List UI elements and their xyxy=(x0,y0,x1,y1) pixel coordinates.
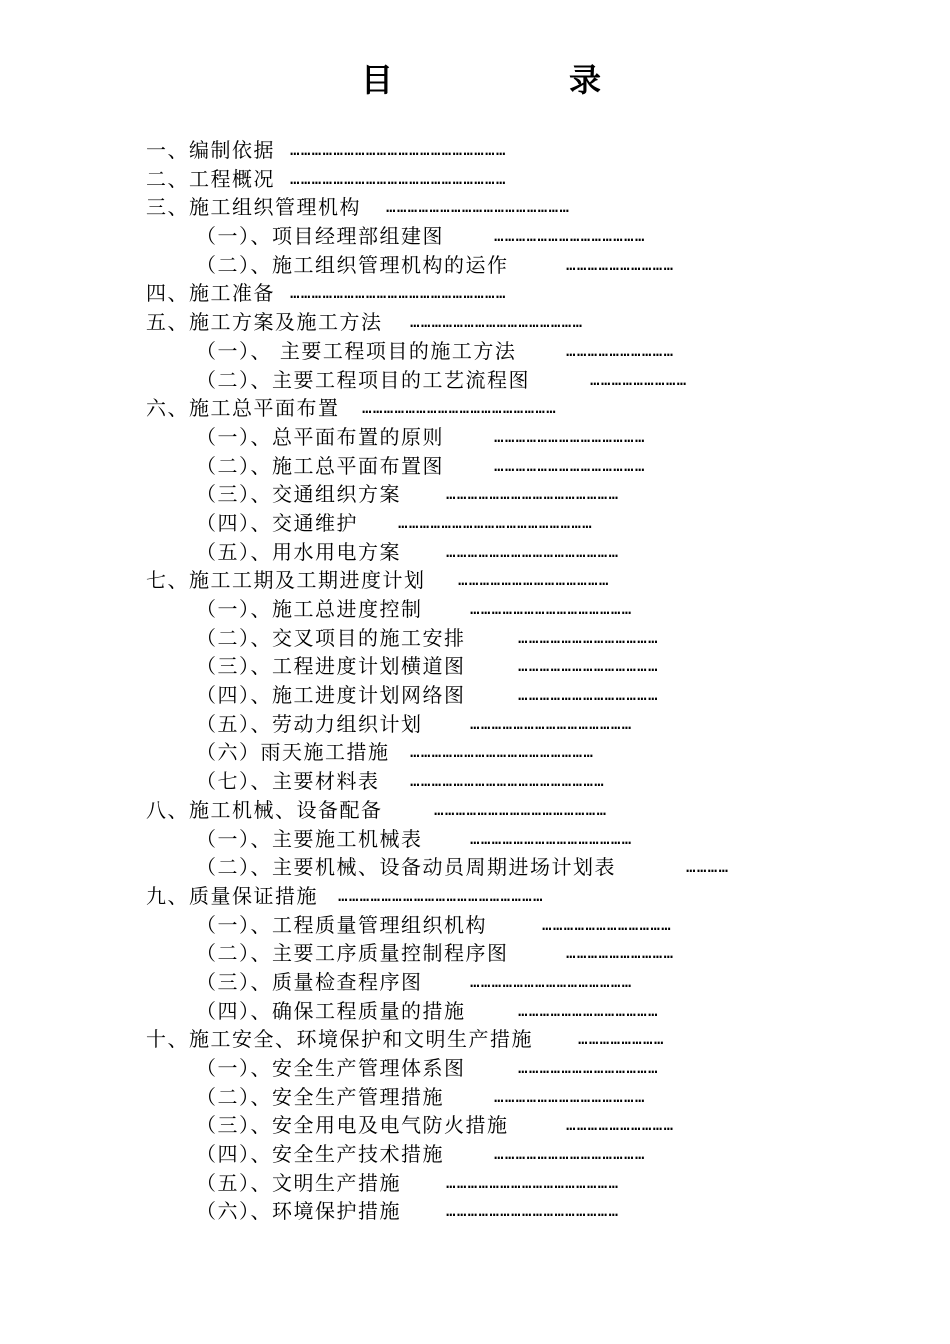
toc-entry-label: 一、编制依据 xyxy=(146,138,275,162)
toc-dot-leader: ………………………………… xyxy=(518,627,659,647)
toc-entry-label: （三）、安全用电及电气防火措施 xyxy=(196,1113,509,1138)
toc-entry[interactable] xyxy=(0,308,950,337)
toc-entry-label: （五）、劳动力组织计划 xyxy=(196,711,423,736)
toc-entry[interactable] xyxy=(0,796,950,825)
toc-entry-label: 九、质量保证措施 xyxy=(146,883,318,908)
toc-dot-leader: ………………………………… xyxy=(518,656,659,676)
toc-entry-label: （四）、施工进度计划网络图 xyxy=(196,683,466,708)
toc-entry-label: （一）、主要施工机械表 xyxy=(196,826,423,851)
toc-entry-label: （二）、主要机械、设备动员周期进场计划表 xyxy=(196,855,616,880)
toc-entry-label: （四）、确保工程质量的措施 xyxy=(196,998,466,1023)
toc-entry[interactable] xyxy=(0,1140,950,1169)
toc-entry[interactable] xyxy=(0,337,950,366)
toc-entry-label: （四）、交通维护 xyxy=(196,510,358,535)
toc-entry[interactable] xyxy=(0,165,950,194)
toc-entry-label: （一）、 主要工程项目的施工方法 xyxy=(196,338,517,363)
toc-entry[interactable] xyxy=(0,193,950,222)
toc-entry[interactable] xyxy=(0,882,950,911)
toc-entry-label: 四、施工准备 xyxy=(146,281,275,306)
toc-dot-leader: ………………………………………… xyxy=(410,312,584,332)
toc-dot-leader: ………………………… xyxy=(566,1115,675,1135)
toc-entry[interactable] xyxy=(0,366,950,395)
toc-entry-label: （三）、工程进度计划横道图 xyxy=(196,654,466,679)
toc-entry-label: （一）、安全生产管理体系图 xyxy=(196,1056,466,1080)
toc-entry[interactable] xyxy=(0,968,950,997)
toc-dot-leader: ………………………… xyxy=(566,254,675,274)
toc-entry[interactable] xyxy=(0,452,950,481)
toc-entry[interactable] xyxy=(0,595,950,624)
toc-entry[interactable] xyxy=(0,1025,950,1054)
toc-entry[interactable] xyxy=(0,509,950,538)
toc-dot-leader: ………………………… xyxy=(566,943,675,963)
toc-dot-leader: ………………………… xyxy=(566,340,675,360)
toc-entry[interactable] xyxy=(0,538,950,567)
toc-entry-label: （五）、用水用电方案 xyxy=(196,539,401,564)
toc-entry-label: 二、工程概况 xyxy=(146,166,275,191)
toc-entry-label: （四）、安全生产技术措施 xyxy=(196,1142,444,1167)
toc-entry-label: （二）、安全生产管理措施 xyxy=(196,1084,444,1109)
toc-entry[interactable] xyxy=(0,652,950,681)
toc-entry-label: 七、施工工期及工期进度计划 xyxy=(146,568,426,593)
toc-entry[interactable] xyxy=(0,1054,950,1083)
toc-entry-label: （二）、交叉项目的施工安排 xyxy=(196,625,466,650)
page-title: 目 录 xyxy=(360,61,673,99)
toc-entry-label: 六、施工总平面布置 xyxy=(146,396,340,421)
toc-dot-leader: ……………………………………… xyxy=(470,971,633,991)
toc-entry[interactable] xyxy=(0,767,950,796)
toc-dot-leader: …………………………………… xyxy=(494,1144,646,1164)
toc-entry-label: （一）、施工总进度控制 xyxy=(196,597,423,621)
toc-entry-label: （五）、文明生产措施 xyxy=(196,1170,401,1195)
table-of-contents xyxy=(0,136,950,1226)
toc-entry[interactable] xyxy=(0,423,950,452)
toc-entry[interactable] xyxy=(0,624,950,653)
toc-dot-leader: …………………………………………………… xyxy=(290,168,507,188)
toc-entry-label: 十、施工安全、环境保护和文明生产措施 xyxy=(146,1027,533,1052)
toc-dot-leader: ………………………………………………… xyxy=(338,885,544,905)
toc-entry[interactable] xyxy=(0,394,950,423)
toc-dot-leader: …………………………………… xyxy=(458,570,610,590)
toc-entry-label: （三）、质量检查程序图 xyxy=(196,969,423,994)
toc-dot-leader: ……………………………………………… xyxy=(410,771,605,791)
toc-dot-leader: …………………………………… xyxy=(494,1086,646,1106)
toc-entry[interactable] xyxy=(0,939,950,968)
toc-entry[interactable] xyxy=(0,911,950,940)
toc-entry[interactable] xyxy=(0,1169,950,1198)
toc-dot-leader: ……………………………… xyxy=(542,914,672,934)
toc-entry-label: （一）、项目经理部组建图 xyxy=(196,224,444,249)
toc-entry[interactable] xyxy=(0,136,950,165)
toc-entry-label: （二）、施工总平面布置图 xyxy=(196,453,444,478)
toc-dot-leader: …………………………………………………… xyxy=(290,140,507,159)
toc-dot-leader: ……………………………………… xyxy=(470,828,633,848)
toc-entry-label: （二）、主要工序质量控制程序图 xyxy=(196,941,509,966)
toc-entry-label: 三、施工组织管理机构 xyxy=(146,195,361,220)
toc-entry[interactable] xyxy=(0,1083,950,1112)
toc-entry[interactable] xyxy=(0,738,950,767)
toc-entry[interactable] xyxy=(0,825,950,854)
toc-entry-label: （七）、主要材料表 xyxy=(196,769,380,794)
toc-entry[interactable] xyxy=(0,566,950,595)
toc-entry-label: （六）、环境保护措施 xyxy=(196,1199,401,1224)
toc-dot-leader: ……………………………………………… xyxy=(362,398,557,418)
toc-dot-leader: ………………………………… xyxy=(518,1058,659,1077)
toc-dot-leader: ………………………………………… xyxy=(446,1172,620,1192)
toc-dot-leader: ………… xyxy=(686,857,730,877)
toc-entry[interactable] xyxy=(0,251,950,280)
toc-dot-leader: ………………………………… xyxy=(518,1000,659,1020)
toc-entry[interactable] xyxy=(0,222,950,251)
toc-entry[interactable] xyxy=(0,279,950,308)
toc-entry[interactable] xyxy=(0,853,950,882)
toc-entry-label: （三）、交通组织方案 xyxy=(196,482,401,507)
toc-entry-label: （二）、主要工程项目的工艺流程图 xyxy=(196,367,530,392)
toc-entry-label: （六）雨天施工措施 xyxy=(196,740,390,765)
toc-entry-label: 五、施工方案及施工方法 xyxy=(146,310,383,335)
toc-dot-leader: …………………………………… xyxy=(494,226,646,246)
toc-dot-leader: ……………………… xyxy=(590,369,688,389)
toc-dot-leader: ……………………………………………… xyxy=(398,512,593,532)
toc-dot-leader: …………………………………… xyxy=(494,455,646,475)
toc-dot-leader: ………………………………………… xyxy=(446,541,620,561)
toc-dot-leader: …………………………………………… xyxy=(410,742,595,762)
toc-dot-leader: ………………………………………… xyxy=(446,484,620,504)
toc-entry[interactable] xyxy=(0,1197,950,1226)
toc-entry[interactable] xyxy=(0,480,950,509)
toc-dot-leader: ………………………………………… xyxy=(434,799,608,819)
toc-entry-label: 八、施工机械、设备配备 xyxy=(146,797,383,822)
toc-entry-label: （一）、工程质量管理组织机构 xyxy=(196,912,487,937)
toc-dot-leader: ……………………………………… xyxy=(470,599,633,618)
toc-dot-leader: …………………………………………………… xyxy=(290,283,507,303)
toc-dot-leader: …………………………………………… xyxy=(386,197,571,217)
toc-entry-label: （二）、施工组织管理机构的运作 xyxy=(196,252,509,277)
toc-dot-leader: ………………………………………… xyxy=(446,1201,620,1221)
toc-entry-label: （一）、总平面布置的原则 xyxy=(196,424,444,449)
toc-dot-leader: ……………………………………… xyxy=(470,713,633,733)
toc-dot-leader: …………………… xyxy=(578,1029,665,1049)
toc-entry[interactable] xyxy=(0,681,950,710)
toc-entry[interactable] xyxy=(0,710,950,739)
toc-dot-leader: ………………………………… xyxy=(518,685,659,705)
toc-entry[interactable] xyxy=(0,997,950,1026)
toc-entry[interactable] xyxy=(0,1111,950,1140)
toc-dot-leader: …………………………………… xyxy=(494,426,646,446)
